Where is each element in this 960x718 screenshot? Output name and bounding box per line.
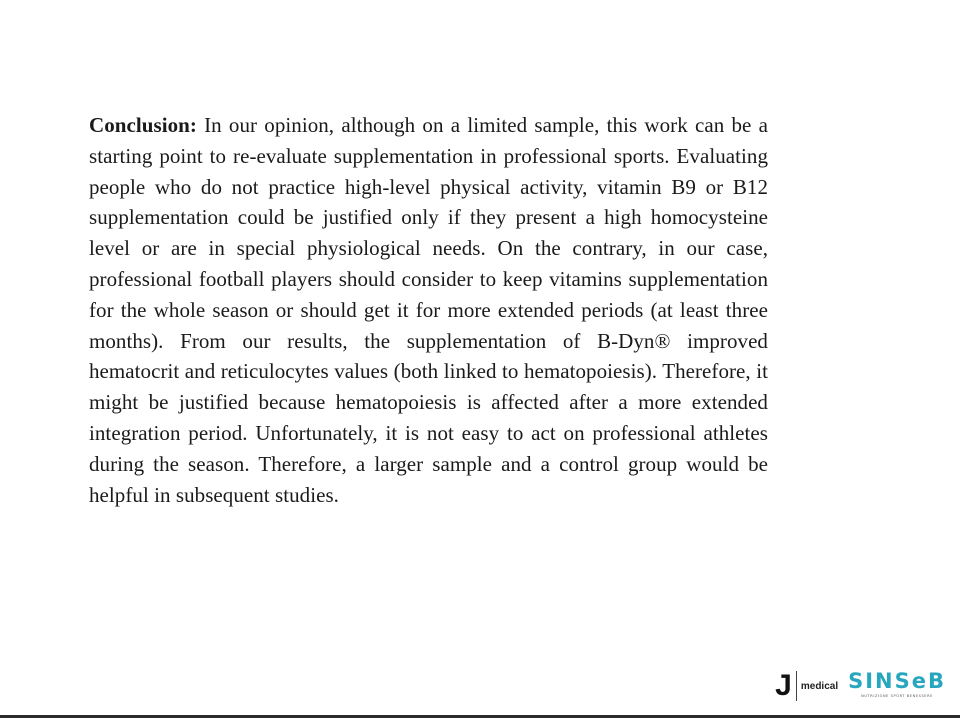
footer-logos [775, 668, 946, 704]
jmedical-logo-letter: J [775, 671, 797, 701]
jmedical-logo-word: medical [800, 680, 839, 692]
conclusion-paragraph [89, 110, 768, 510]
sinseb-logo-word: SINSeB [848, 669, 946, 693]
conclusion-text: In our opinion, although on a limited sample, this work can be a starting point to re-evaluate supplementation in professional sports. Evaluating people who do not practice high-level physical activity, vitamin B9 or B12 supplementation could be justified only if they present a high homocysteine level or are in special physiological needs. On the contrary, in our case, professional football players should consider to keep vitamins supplementation for the whole season or should get it for more extended periods (at least three months). From our results, the supplementation of B-Dyn® improved hematocrit and reticulocytes values (both linked to hematopoiesis). Therefore, it might be justified because hematopoiesis is affected after a more extended integration period. Unfortunately, it is not easy to act on professional athletes during the season. Therefore, a larger sample and a control group would be helpful in subsequent studies. [89, 113, 768, 507]
sinseb-logo [848, 669, 946, 703]
conclusion-label: Conclusion: [89, 113, 197, 137]
jmedical-logo [775, 669, 838, 703]
sinseb-logo-tagline: NUTRIZIONE SPORT BENESSERE [861, 694, 933, 698]
